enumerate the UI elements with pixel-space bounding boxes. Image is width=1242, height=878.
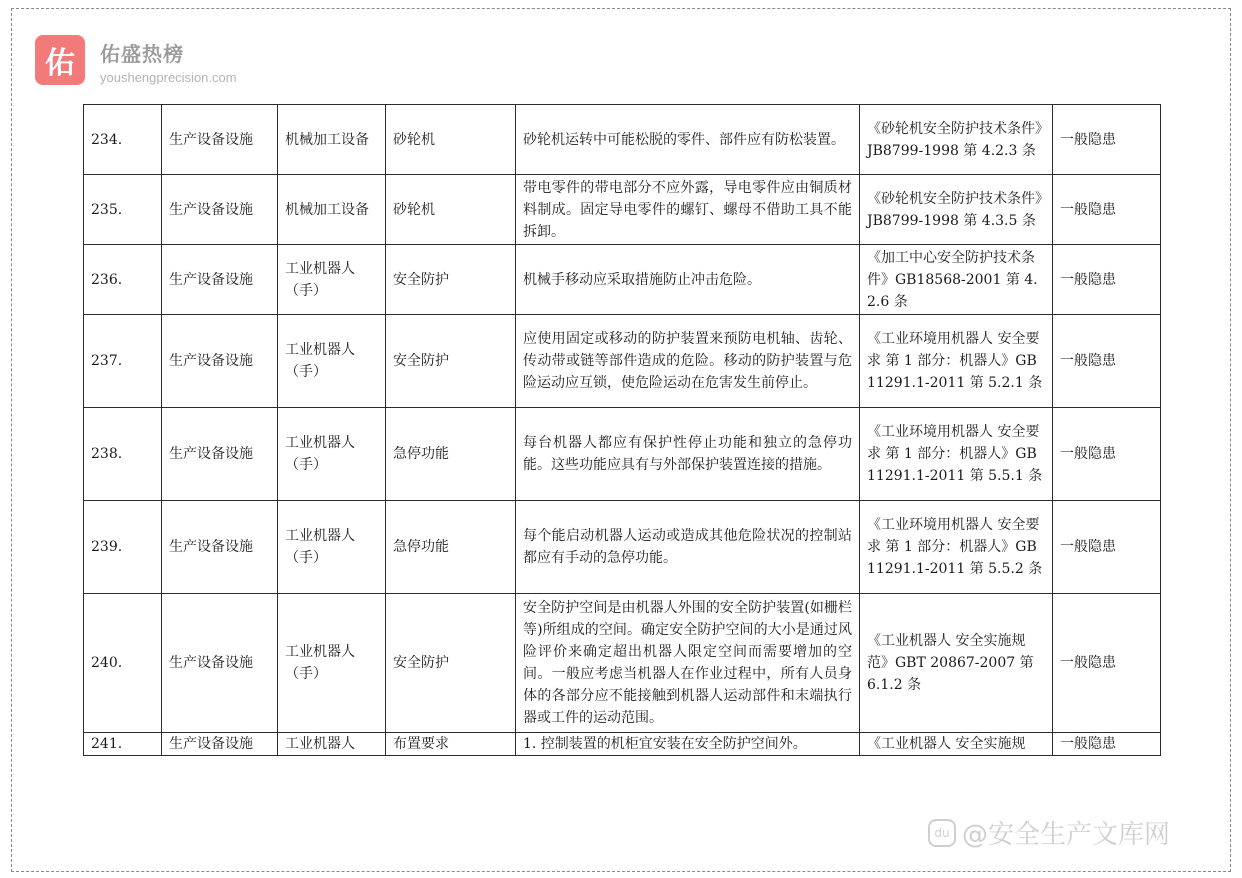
equipment-cell: 机械加工设备 xyxy=(278,175,386,245)
basis-cell: 《工业机器人 安全实施规 xyxy=(860,733,1053,756)
brand-name: 佑盛热榜 xyxy=(100,42,184,66)
table-row xyxy=(84,594,1161,733)
table-row xyxy=(84,408,1161,501)
equipment-cell: 工业机器人（手） xyxy=(278,408,386,501)
equipment-cell: 工业机器人（手） xyxy=(278,245,386,315)
table-row xyxy=(84,733,1161,756)
row-number: 235. xyxy=(84,175,162,245)
basis-cell: 《砂轮机安全防护技术条件》JB8799-1998 第 4.2.3 条 xyxy=(860,105,1053,175)
hazard-level-cell: 一般隐患 xyxy=(1053,245,1161,315)
equipment-cell: 工业机器人（手） xyxy=(278,594,386,733)
basis-cell: 《工业环境用机器人 安全要求 第 1 部分：机器人》GB11291.1-2011 第 5.5.2 条 xyxy=(860,501,1053,594)
basis-cell: 《加工中心安全防护技术条件》GB18568-2001 第 4.2.6 条 xyxy=(860,245,1053,315)
requirement-cell: 带电零件的带电部分不应外露，导电零件应由铜质材料制成。固定导电零件的螺钉、螺母不借助工具不能拆卸。 xyxy=(516,175,860,245)
category-cell: 生产设备设施 xyxy=(162,501,278,594)
hazard-level-cell: 一般隐患 xyxy=(1053,733,1161,756)
category-cell: 生产设备设施 xyxy=(162,175,278,245)
item-cell: 安全防护 xyxy=(386,245,516,315)
equipment-cell: 机械加工设备 xyxy=(278,105,386,175)
hazard-level-cell: 一般隐患 xyxy=(1053,105,1161,175)
item-cell: 砂轮机 xyxy=(386,105,516,175)
item-cell: 安全防护 xyxy=(386,315,516,408)
item-cell: 砂轮机 xyxy=(386,175,516,245)
brand-url: youshengprecision.com xyxy=(100,70,237,85)
equipment-cell: 工业机器人 xyxy=(278,733,386,756)
basis-cell: 《工业环境用机器人 安全要求 第 1 部分：机器人》GB11291.1-2011 第 5.2.1 条 xyxy=(860,315,1053,408)
hazard-level-cell: 一般隐患 xyxy=(1053,175,1161,245)
row-number: 234. xyxy=(84,105,162,175)
row-number: 241. xyxy=(84,733,162,756)
hazard-table xyxy=(83,104,1161,756)
row-number: 237. xyxy=(84,315,162,408)
basis-cell: 《工业机器人 安全实施规范》GBT 20867-2007 第 6.1.2 条 xyxy=(860,594,1053,733)
basis-cell: 《砂轮机安全防护技术条件》JB8799-1998 第 4.3.5 条 xyxy=(860,175,1053,245)
table-row xyxy=(84,315,1161,408)
requirement-cell: 1. 控制装置的机柜宜安装在安全防护空间外。 xyxy=(516,733,860,756)
item-cell: 急停功能 xyxy=(386,501,516,594)
row-number: 239. xyxy=(84,501,162,594)
hazard-level-cell: 一般隐患 xyxy=(1053,315,1161,408)
requirement-cell: 安全防护空间是由机器人外围的安全防护装置(如栅栏等)所组成的空间。确定安全防护空间的大小是通过风险评价来确定超出机器人限定空间而需要增加的空间。一般应考虑当机器人在作业过程中，所有人员身体的各部分应不能接触到机器人运动部件和末端执行器或工件的运动范围。 xyxy=(516,594,860,733)
requirement-cell: 每个能启动机器人运动或造成其他危险状况的控制站都应有手动的急停功能。 xyxy=(516,501,860,594)
row-number: 238. xyxy=(84,408,162,501)
requirement-cell: 每台机器人都应有保护性停止功能和独立的急停功能。这些功能应具有与外部保护装置连接的措施。 xyxy=(516,408,860,501)
brand-logo: 佑 xyxy=(35,35,85,85)
hazard-level-cell: 一般隐患 xyxy=(1053,594,1161,733)
row-number: 240. xyxy=(84,594,162,733)
category-cell: 生产设备设施 xyxy=(162,408,278,501)
hazard-level-cell: 一般隐患 xyxy=(1053,408,1161,501)
table-row xyxy=(84,175,1161,245)
item-cell: 急停功能 xyxy=(386,408,516,501)
equipment-cell: 工业机器人（手） xyxy=(278,315,386,408)
category-cell: 生产设备设施 xyxy=(162,245,278,315)
requirement-cell: 机械手移动应采取措施防止冲击危险。 xyxy=(516,245,860,315)
basis-cell: 《工业环境用机器人 安全要求 第 1 部分：机器人》GB11291.1-2011 第 5.5.1 条 xyxy=(860,408,1053,501)
paw-icon: du xyxy=(928,819,956,847)
table-row xyxy=(84,105,1161,175)
item-cell: 布置要求 xyxy=(386,733,516,756)
watermark xyxy=(928,814,1170,851)
row-number: 236. xyxy=(84,245,162,315)
table-row xyxy=(84,245,1161,315)
equipment-cell: 工业机器人（手） xyxy=(278,501,386,594)
category-cell: 生产设备设施 xyxy=(162,733,278,756)
requirement-cell: 砂轮机运转中可能松脱的零件、部件应有防松装置。 xyxy=(516,105,860,175)
category-cell: 生产设备设施 xyxy=(162,105,278,175)
category-cell: 生产设备设施 xyxy=(162,315,278,408)
watermark-text: @安全生产文库网 xyxy=(962,820,1171,850)
hazard-level-cell: 一般隐患 xyxy=(1053,501,1161,594)
category-cell: 生产设备设施 xyxy=(162,594,278,733)
table-row xyxy=(84,501,1161,594)
requirement-cell: 应使用固定或移动的防护装置来预防电机轴、齿轮、传动带或链等部件造成的危险。移动的防护装置与危险运动应互锁，使危险运动在危害发生前停止。 xyxy=(516,315,860,408)
item-cell: 安全防护 xyxy=(386,594,516,733)
